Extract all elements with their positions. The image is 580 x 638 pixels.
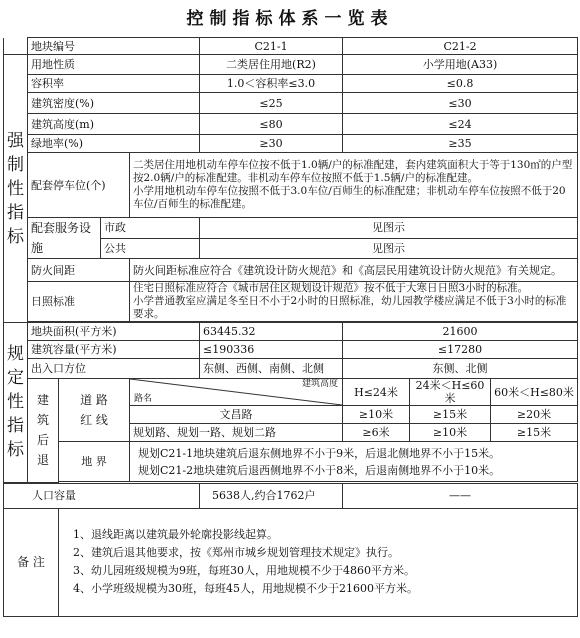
- road-setback-value: ≥15米: [410, 406, 491, 424]
- far-label: 容积率: [28, 75, 200, 93]
- public-label: 公共: [101, 238, 200, 259]
- guiding-index-label: 规 定 性 指 标: [4, 323, 28, 483]
- services-label: 配套服务设施: [28, 218, 101, 259]
- parking-rule-residential: 二类居住用地机动车停车位按不低于1.0辆/户的标准配建，套内建筑面积大于等于130㎡的户型按2.0辆/户的标准配建。非机动车停车位按照不低于1.5辆/户的标准配建。: [133, 159, 573, 184]
- parking-rules: [130, 153, 578, 218]
- diagonal-top-label: 建筑高度: [302, 379, 339, 389]
- population-label: 人口容量: [4, 483, 200, 508]
- green-label: 绿地率(%): [28, 135, 200, 153]
- page-title: 控制指标体系一览表: [186, 9, 394, 29]
- road-name: 规划路、规划一路、规划二路: [130, 424, 343, 442]
- road-setback-value: ≥15米: [491, 424, 578, 442]
- population-row: [4, 483, 578, 508]
- diagonal-bottom-label: 路名: [134, 394, 153, 404]
- area-c21-1: 63445.32: [200, 323, 343, 341]
- road-setback-value: ≥20米: [491, 406, 578, 424]
- control-index-table: [3, 37, 578, 617]
- municipal-label: 市政: [101, 218, 200, 239]
- height-col-2: 24米＜H≤60米: [410, 379, 491, 406]
- sunlight-label: 日照标准: [28, 282, 130, 322]
- land-use-label: 用地性质: [28, 55, 200, 75]
- area-row: [4, 323, 578, 341]
- setback-diagonal-header: [130, 379, 343, 406]
- road-redline-label: 道 路 红 线: [59, 379, 130, 442]
- far-row: [4, 75, 578, 93]
- access-row: [4, 359, 578, 379]
- access-label: 出入口方位: [28, 359, 200, 379]
- remarks-label: 备 注: [4, 508, 59, 616]
- green-c21-2: ≥35: [343, 135, 578, 153]
- green-row: [4, 135, 578, 153]
- setback-label: 建 筑 后 退: [28, 379, 59, 483]
- municipal-row: [4, 218, 578, 239]
- floor-area-c21-1: ≤190336: [200, 341, 343, 359]
- floor-area-row: [4, 341, 578, 359]
- remark-item: 1、退线距离以建筑最外轮廓投影线起算。: [73, 528, 278, 541]
- road-setback-value: ≥10米: [410, 424, 491, 442]
- road-name: 文昌路: [130, 406, 343, 424]
- land-use-c21-1: 二类居住用地(R2): [200, 55, 343, 75]
- density-row: [4, 93, 578, 114]
- density-c21-2: ≤30: [343, 93, 578, 114]
- area-label: 地块面积(平方米): [28, 323, 200, 341]
- land-use-c21-2: 小学用地(A33): [343, 55, 578, 75]
- boundary-row: [4, 442, 578, 482]
- boundary-rules: [130, 442, 578, 482]
- plot-number-label: 地块编号: [28, 38, 200, 55]
- population-c21-2: ——: [343, 483, 578, 508]
- mandatory-index-label: 强 制 性 指 标: [4, 55, 28, 323]
- density-label: 建筑密度(%): [28, 93, 200, 114]
- parking-row: [4, 153, 578, 218]
- plot-c21-1-header: C21-1: [200, 38, 343, 55]
- parking-label: 配套停车位(个): [28, 153, 130, 218]
- setback-header-row: [4, 379, 578, 406]
- municipal-value: 见图示: [200, 218, 578, 239]
- remark-item: 2、建筑后退其他要求，按《郑州市城乡规划管理技术规定》执行。: [73, 546, 399, 559]
- height-row: [4, 114, 578, 135]
- remark-item: 4、小学班级规模为30班，每班45人，用地规模不少于21600平方米。: [73, 582, 418, 595]
- remarks-row: [4, 508, 578, 616]
- fire-value: 防火间距标准应符合《建筑设计防火规范》和《高层民用建筑设计防火规范》有关规定。: [130, 259, 578, 282]
- boundary-label: 地 界: [59, 442, 130, 482]
- height-c21-2: ≤24: [343, 114, 578, 135]
- sunlight-rule-housing: 住宅日照标准应符合《城市居住区规划设计规范》按不低于大寒日日照3小时的标准。: [133, 282, 529, 294]
- sunlight-row: [4, 282, 578, 322]
- access-c21-2: 东侧、北侧: [343, 359, 578, 379]
- height-col-3: 60米＜H≤80米: [491, 379, 578, 406]
- height-c21-1: ≤80: [200, 114, 343, 135]
- population-c21-1: 5638人,约合1762户: [200, 483, 343, 508]
- parking-rule-school: 小学用地机动车停车位按照不低于3.0车位/百师生的标准配建；非机动车停车位按照不低于20车位/百师生的标准配建。: [133, 185, 566, 210]
- sunlight-rule-school: 小学普通教室应满足冬至日不小于2小时的日照标准，幼儿园教学楼应满足不低于3小时的标准要求。: [133, 295, 567, 320]
- boundary-rule-c21-1: 规划C21-1地块建筑后退东侧地界不小于9米，后退北侧地界不小于15米。: [138, 446, 501, 460]
- remark-item: 3、幼儿园班级规模为9班，每班30人，用地规模不少于4860平方米。: [73, 564, 415, 577]
- fire-row: [4, 259, 578, 282]
- boundary-rule-c21-2: 规划C21-2地块建筑后退西侧地界不小于8米，后退南侧地界不小于10米。: [138, 463, 501, 477]
- road-setback-value: ≥6米: [343, 424, 410, 442]
- access-c21-1: 东侧、西侧、南侧、北侧: [200, 359, 343, 379]
- floor-area-c21-2: ≤17280: [343, 341, 578, 359]
- fire-label: 防火间距: [28, 259, 130, 282]
- floor-area-label: 建筑容量(平方米): [28, 341, 200, 359]
- remarks-list: [59, 508, 578, 616]
- height-col-1: H≤24米: [343, 379, 410, 406]
- public-value: 见图示: [200, 238, 578, 259]
- area-c21-2: 21600: [343, 323, 578, 341]
- road-setback-value: ≥10米: [343, 406, 410, 424]
- land-use-row: [4, 55, 578, 75]
- height-label: 建筑高度(m): [28, 114, 200, 135]
- header-row: [4, 38, 578, 55]
- green-c21-1: ≥30: [200, 135, 343, 153]
- plot-c21-2-header: C21-2: [343, 38, 578, 55]
- density-c21-1: ≤25: [200, 93, 343, 114]
- far-c21-1: 1.0＜容积率≤3.0: [200, 75, 343, 93]
- sunlight-rules: [130, 282, 578, 322]
- far-c21-2: ≤0.8: [343, 75, 578, 93]
